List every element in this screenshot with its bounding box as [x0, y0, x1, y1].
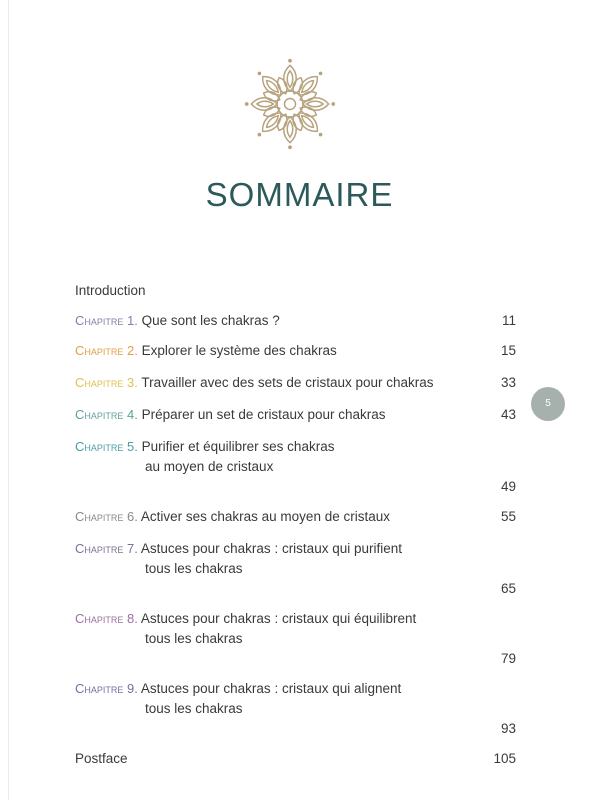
page-number-badge: 5: [531, 387, 565, 421]
chapter-title: Astuces pour chakras : cristaux qui équilibrent: [140, 611, 417, 626]
chapter-prefix: Chapitre 6.: [75, 509, 138, 524]
toc-page-number: 49: [500, 479, 516, 494]
toc-chapter-text: [75, 313, 320, 328]
toc-page-number: 43: [500, 407, 516, 422]
chapter-title: Astuces pour chakras : cristaux qui alignent: [140, 681, 402, 696]
toc-page-number: 93: [500, 721, 516, 736]
toc-page-number: 33: [500, 375, 516, 390]
toc-chapter-text: [75, 541, 516, 596]
toc-intro[interactable]: [75, 281, 516, 301]
chapter-prefix: Chapitre 3.: [75, 375, 138, 390]
toc-chapter-4[interactable]: [75, 405, 516, 425]
toc-page-number: 105: [493, 751, 516, 766]
chapter-prefix: Chapitre 1.: [75, 313, 138, 328]
page-title: SOMMAIRE: [205, 176, 394, 213]
table-of-contents: [75, 281, 516, 769]
toc-chapter-1[interactable]: [75, 311, 516, 331]
chapter-title: Purifier et équilibrer ses chakras: [141, 439, 335, 454]
chapter-title: Que sont les chakras ?: [141, 313, 280, 328]
toc-chapter-text: [75, 681, 516, 736]
chapter-title-continued: au moyen de cristaux: [145, 459, 274, 474]
chapter-prefix: Chapitre 4.: [75, 407, 138, 422]
chapter-title: Astuces pour chakras : cristaux qui purifient: [140, 541, 402, 556]
toc-postface-label: Postface: [75, 751, 128, 766]
chapter-title-continued: tous les chakras: [145, 561, 243, 576]
toc-chapter-text: [75, 375, 474, 390]
toc-chapter-9[interactable]: [75, 679, 516, 739]
chapter-prefix: Chapitre 5.: [75, 439, 138, 454]
toc-chapter-text: [75, 611, 516, 666]
toc-chapter-2[interactable]: [75, 341, 516, 361]
toc-chapter-text: [75, 439, 516, 494]
chapter-title: Explorer le système des chakras: [141, 343, 337, 358]
chapter-prefix: Chapitre 8.: [75, 611, 138, 626]
toc-chapter-8[interactable]: [75, 609, 516, 669]
toc-chapter-5[interactable]: [75, 437, 516, 497]
toc-page-number: 15: [500, 343, 516, 358]
chapter-title: Travailler avec des sets de cristaux pour chakras: [141, 375, 434, 390]
mandala-icon: [244, 58, 336, 150]
chapter-prefix: Chapitre 9.: [75, 681, 138, 696]
chapter-title-continued: tous les chakras: [145, 631, 243, 646]
toc-page-number: 55: [500, 509, 516, 524]
toc-chapter-text: [75, 407, 426, 422]
toc-chapter-text: [75, 509, 430, 524]
toc-intro-label: Introduction: [75, 283, 146, 298]
chapter-title-continued: tous les chakras: [145, 701, 243, 716]
chapter-prefix: Chapitre 2.: [75, 343, 138, 358]
toc-postface[interactable]: [75, 749, 516, 769]
chapter-title: Préparer un set de cristaux pour chakras: [141, 407, 386, 422]
toc-page-number: 65: [500, 581, 516, 596]
toc-chapter-7[interactable]: [75, 539, 516, 599]
toc-page-number: 79: [500, 651, 516, 666]
toc-chapter-text: [75, 343, 377, 358]
page-edge-line: [8, 0, 9, 800]
chapter-prefix: Chapitre 7.: [75, 541, 138, 556]
toc-chapter-3[interactable]: [75, 373, 516, 393]
chapter-title: Activer ses chakras au moyen de cristaux: [140, 509, 390, 524]
toc-chapter-6[interactable]: [75, 507, 516, 527]
toc-page-number: 11: [501, 313, 516, 328]
